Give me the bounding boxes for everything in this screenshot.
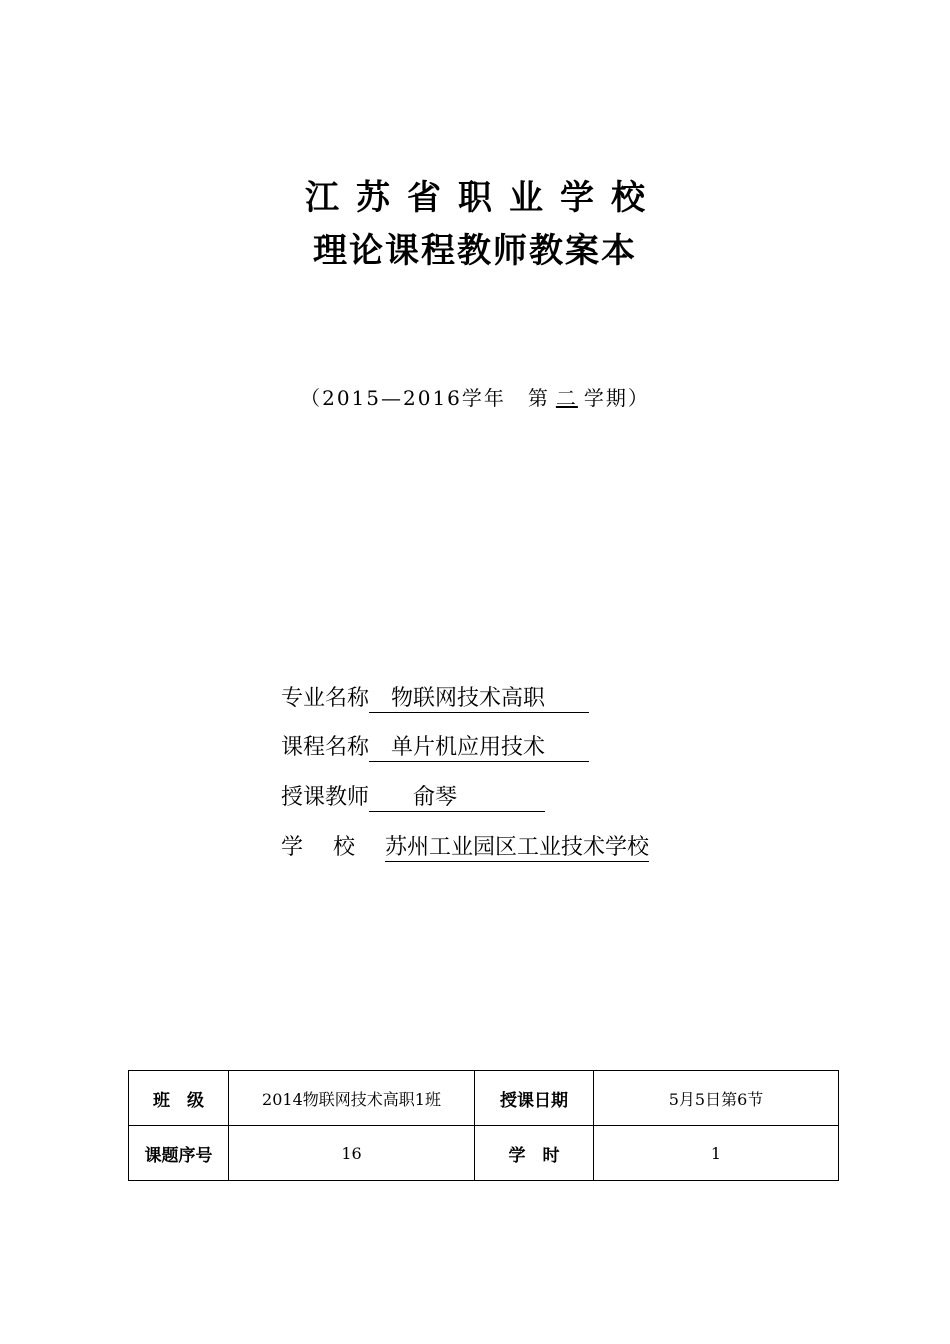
topic-number-label: 课题序号 [129, 1126, 229, 1181]
info-teacher-value: 俞琴 [369, 785, 546, 810]
info-course [281, 733, 589, 763]
class-value: 2014物联网技术高职1班 [229, 1071, 475, 1126]
info-major-value: 物联网技术高职 [369, 686, 590, 711]
hours-label: 学 时 [475, 1126, 594, 1181]
lesson-meta-table [128, 1070, 839, 1181]
info-school-value: 苏州工业园区工业技术学校 [385, 835, 650, 860]
title-school: 江苏省职业学校 [305, 178, 662, 218]
term-semester: 二 [555, 386, 578, 410]
info-teacher [281, 783, 545, 813]
info-course-value: 单片机应用技术 [369, 735, 590, 760]
date-value: 5月5日第6节 [594, 1071, 839, 1126]
info-course-label: 课程名称 [281, 735, 370, 760]
term-line [0, 384, 950, 412]
info-school-label: 学校 [281, 835, 386, 860]
table-row [129, 1126, 839, 1181]
info-major [281, 684, 589, 714]
title-document: 理论课程教师教案本 [313, 231, 637, 271]
term-suffix: 学期） [583, 386, 650, 410]
term-prefix: （2015—2016学年 第 [300, 386, 550, 410]
info-teacher-label: 授课教师 [281, 785, 370, 810]
class-label: 班 级 [129, 1071, 229, 1126]
info-major-label: 专业名称 [281, 686, 370, 711]
info-school [281, 833, 649, 863]
topic-number-value: 16 [229, 1126, 475, 1181]
table-row [129, 1071, 839, 1126]
date-label: 授课日期 [475, 1071, 594, 1126]
hours-value: 1 [594, 1126, 839, 1181]
